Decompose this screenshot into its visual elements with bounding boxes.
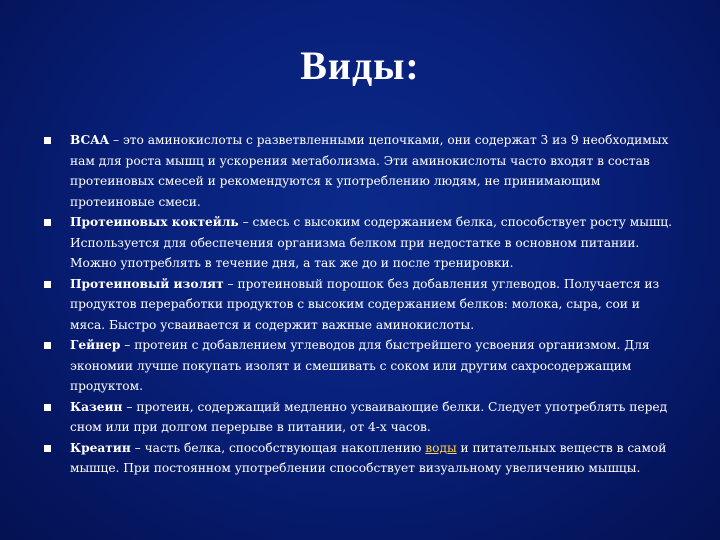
list-item-gainer [44, 335, 674, 397]
list-item-casein [44, 397, 674, 438]
square-bullet-icon [44, 342, 51, 349]
list-item-creatine [44, 438, 674, 479]
item-text: и питательных веществ в самой мышце. При постоянном употреблении способствует визуальному увеличению мышцы. [70, 440, 667, 475]
item-term: BCAA [70, 133, 110, 147]
item-text: – протеин, содержащий медленно усваивающие белки. Следует употреблять перед сном или при долгом перерыве в питании, от 4-х часов. [70, 399, 668, 434]
square-bullet-icon [44, 281, 51, 288]
square-bullet-icon [44, 219, 51, 226]
item-text: – это аминокислоты с разветвленными цепочками, они содержат 3 из 9 необходимых нам для роста мышц и ускорения метаболизма. Эти аминокислоты часто входят в состав протеиновых смесей и рекомендуются к употреблению людям, не принимающим протеиновые смеси. [70, 133, 669, 209]
item-term: Казеин [70, 399, 123, 414]
list-item-bcaa [44, 130, 674, 212]
item-term: Креатин [70, 440, 131, 455]
item-text: – протеин с добавлением углеводов для быстрейшего усвоения организмом. Для экономии лучше покупать изолят и смешивать с соком или другим сахросодержащим продуктом. [70, 338, 650, 393]
square-bullet-icon [44, 445, 51, 452]
square-bullet-icon [44, 404, 51, 411]
item-text: – часть белка, способствующая накоплению [130, 440, 426, 455]
water-link[interactable]: воды [425, 440, 457, 455]
bullet-list [44, 130, 674, 479]
item-text: – протеиновый порошок без добавления углеводов. Получается из продуктов переработки продуктов с высоким содержанием белков: молока, сыра, сои и мяса. Быстро усваивается и содержит важные аминокислоты. [70, 276, 660, 332]
item-term: Протеиновых коктейль [70, 215, 239, 229]
list-item-protein-isolate [44, 274, 674, 336]
item-term: Гейнер [70, 338, 121, 352]
list-item-protein-shake [44, 212, 674, 274]
item-text: – смесь с высоким содержанием белка, способствует росту мышц. Используется для обеспечения организма белком при недостатке в основном питании. Можно употреблять в течение дня, а так же до и после тренировки. [70, 215, 673, 270]
square-bullet-icon [44, 137, 51, 144]
slide-title: Виды: [300, 43, 420, 88]
item-term: Протеиновый изолят [70, 276, 224, 291]
